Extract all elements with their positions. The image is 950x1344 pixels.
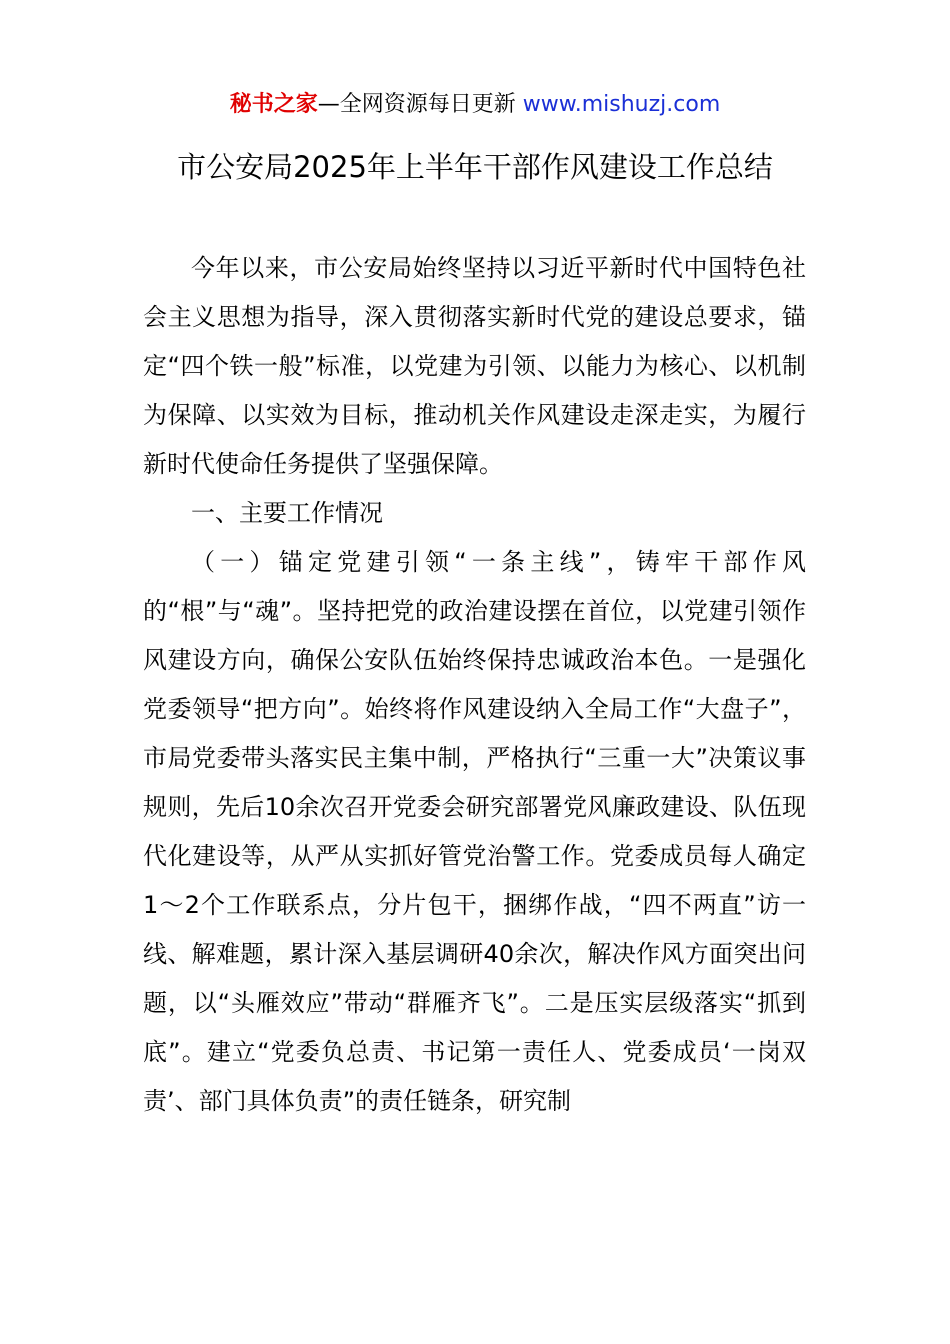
site-brand: 秘书之家: [229, 92, 318, 117]
document-body: [143, 244, 806, 1126]
site-header: [0, 88, 950, 122]
document-title: 市公安局2025年上半年干部作风建设工作总结: [177, 150, 773, 184]
intro-paragraph: 今年以来，市公安局始终坚持以习近平新时代中国特色社会主义思想为指导，深入贯彻落实新时代党的建设总要求，锚定“四个铁一般”标准，以党建为引领、以能力为核心、以机制为保障、以实效为目标，推动机关作风建设走深走实，为履行新时代使命任务提供了坚强保障。: [143, 254, 806, 478]
section-heading: 一、主要工作情况: [191, 499, 383, 527]
site-tagline: —全网资源每日更新: [317, 92, 516, 117]
body-paragraph: （一）锚定党建引领“一条主线”，铸牢干部作风的“根”与“魂”。坚持把党的政治建设摆在首位，以党建引领作风建设方向，确保公安队伍始终保持忠诚政治本色。一是强化党委领导“把方向”。始终将作风建设纳入全局工作“大盘子”，市局党委带头落实民主集中制，严格执行“三重一大”决策议事规则，先后10余次召开党委会研究部署党风廉政建设、队伍现代化建设等，从严从实抓好管党治警工作。党委成员每人确定1～2个工作联系点，分片包干，捆绑作战，“四不两直”访一线、解难题，累计深入基层调研40余次，解决作风方面突出问题，以“头雁效应”带动“群雁齐飞”。二是压实层级落实“抓到底”。建立“党委负总责、书记第一责任人、党委成员‘一岗双责’、部门具体负责”的责任链条，研究制: [143, 548, 806, 1115]
site-url-link[interactable]: www.mishuzj.com: [522, 92, 721, 117]
